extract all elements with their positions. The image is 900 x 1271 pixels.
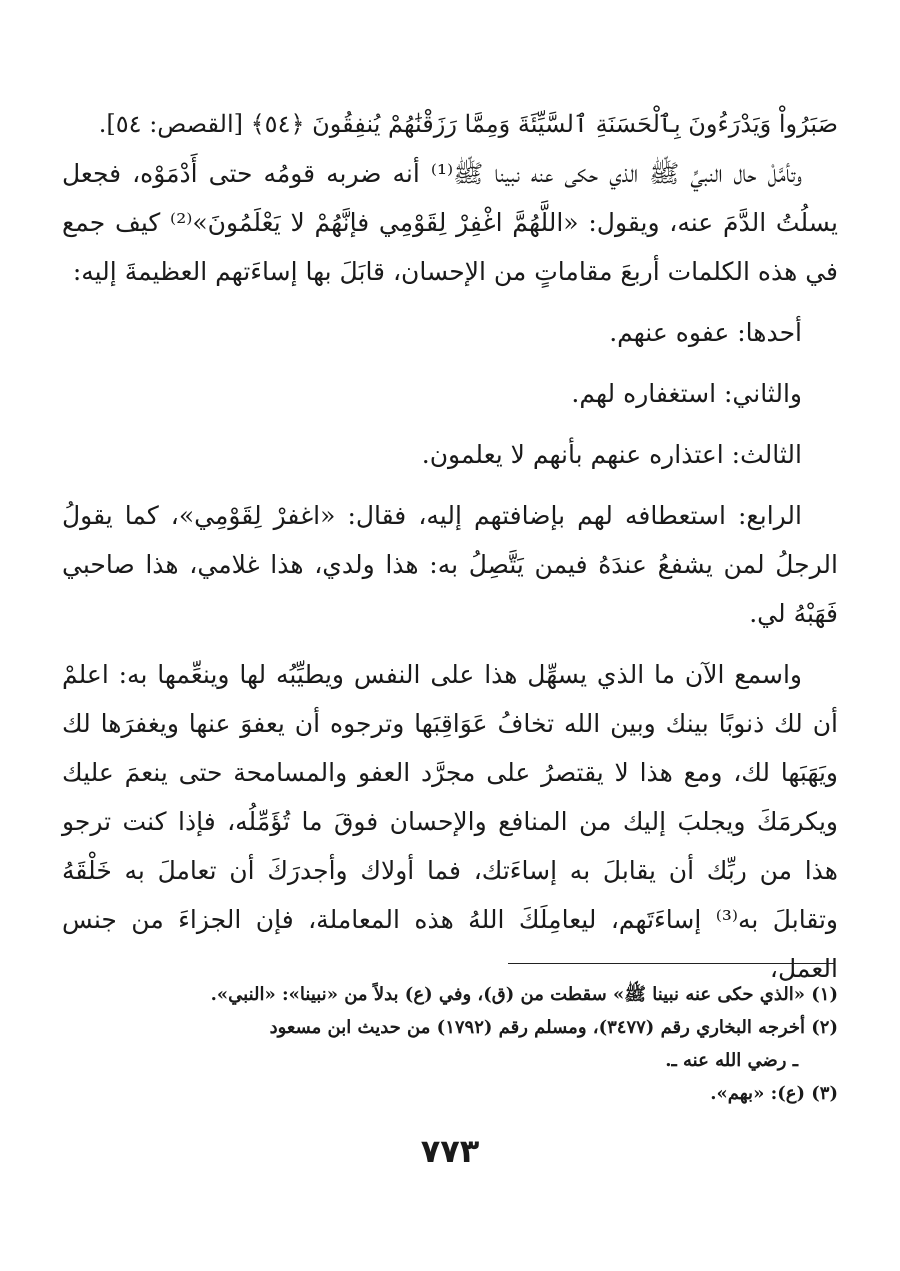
footnote-2-continuation: ـ رضي الله عنه ـ. <box>665 1050 798 1071</box>
paragraph-contemplate: وتأمَّلْ حال النبيِّ ﷺ الذي حكى عنه نبينا ﷺ⁽¹⁾ أنه ضربه قومُه حتى أَدْمَوْه، فجعل يسلُتُ الدَّمَ عنه، ويقول: «اللَّهُمَّ اغْفِرْ لِقَوْمِي فإنَّهُمْ لا يَعْلَمُونَ»⁽²⁾ كيف جمع في هذه الكلمات أربعَ مقاماتٍ من الإحسان، قابَلَ بها إساءَتهم العظيمةَ إليه: <box>62 159 838 286</box>
footnote-1: (١) «الذي حكى عنه نبينا ﷺ» سقطت من (ق)، وفي (ع) بدلاً من «نبينا»: «النبي». <box>210 984 838 1005</box>
list-item-fourth: الرابع: استعطافه لهم بإضافتهم إليه، فقال: «اغفرْ لِقَوْمِي»، كما يقولُ الرجلُ لمن يشفعُ عندَهُ فيمن يَتَّصِلُ به: هذا ولدي، هذا غلامي، هذا صاحبي فَهَبْهُ لي. <box>62 501 838 628</box>
paragraph-listen: واسمع الآن ما الذي يسهِّل هذا على النفس ويطيِّبُه لها وينعِّمها به: اعلمْ أن لك ذنوبًا بينك وبين الله تخافُ عَوَاقِبَها وترجوه أن يعفوَ عنها ويغفرَها لك ويَهَبَها لك، ومع هذا لا يقتصرُ على مجرَّد العفو والمسامحة حتى ينعمَ عليك ويكرمَكَ ويجلبَ إليك من المنافع والإحسان فوقَ ما تُؤَمِّلُه، فإذا كنت ترجو هذا من ربِّك أن يقابلَ به إساءَتك، فما أولاك وأجدرَكَ أن تعاملَ به خَلْقَهُ وتقابلَ به⁽³⁾ إساءَتَهم، ليعامِلَكَ اللهُ هذه المعاملة، فإن الجزاءَ من جنس العمل، <box>62 660 838 983</box>
quran-verse-line: صَبَرُواْ وَيَدْرَءُونَ بِٱلْحَسَنَةِ ٱلسَّيِّئَةَ وَمِمَّا رَزَقْنَٰهُمْ يُنفِقُونَ ﴿٥٤﴾ [القصص: ٥٤]. <box>98 110 838 138</box>
list-item-first: أحدها: عفوه عنهم. <box>609 318 802 347</box>
list-item-second: والثاني: استغفاره لهم. <box>571 379 802 408</box>
footnotes <box>62 978 838 1110</box>
main-text <box>62 100 838 993</box>
page-number: ٧٧٣ <box>420 1132 480 1170</box>
list-item-third: الثالث: اعتذاره عنهم بأنهم لا يعلمون. <box>421 440 802 469</box>
footnote-3: (٣) (ع): «بهم». <box>710 1083 838 1104</box>
footnote-2: (٢) أخرجه البخاري رقم (٣٤٧٧)، ومسلم رقم (١٧٩٢) من حديث ابن مسعود <box>269 1017 838 1038</box>
footnote-separator <box>508 963 835 964</box>
